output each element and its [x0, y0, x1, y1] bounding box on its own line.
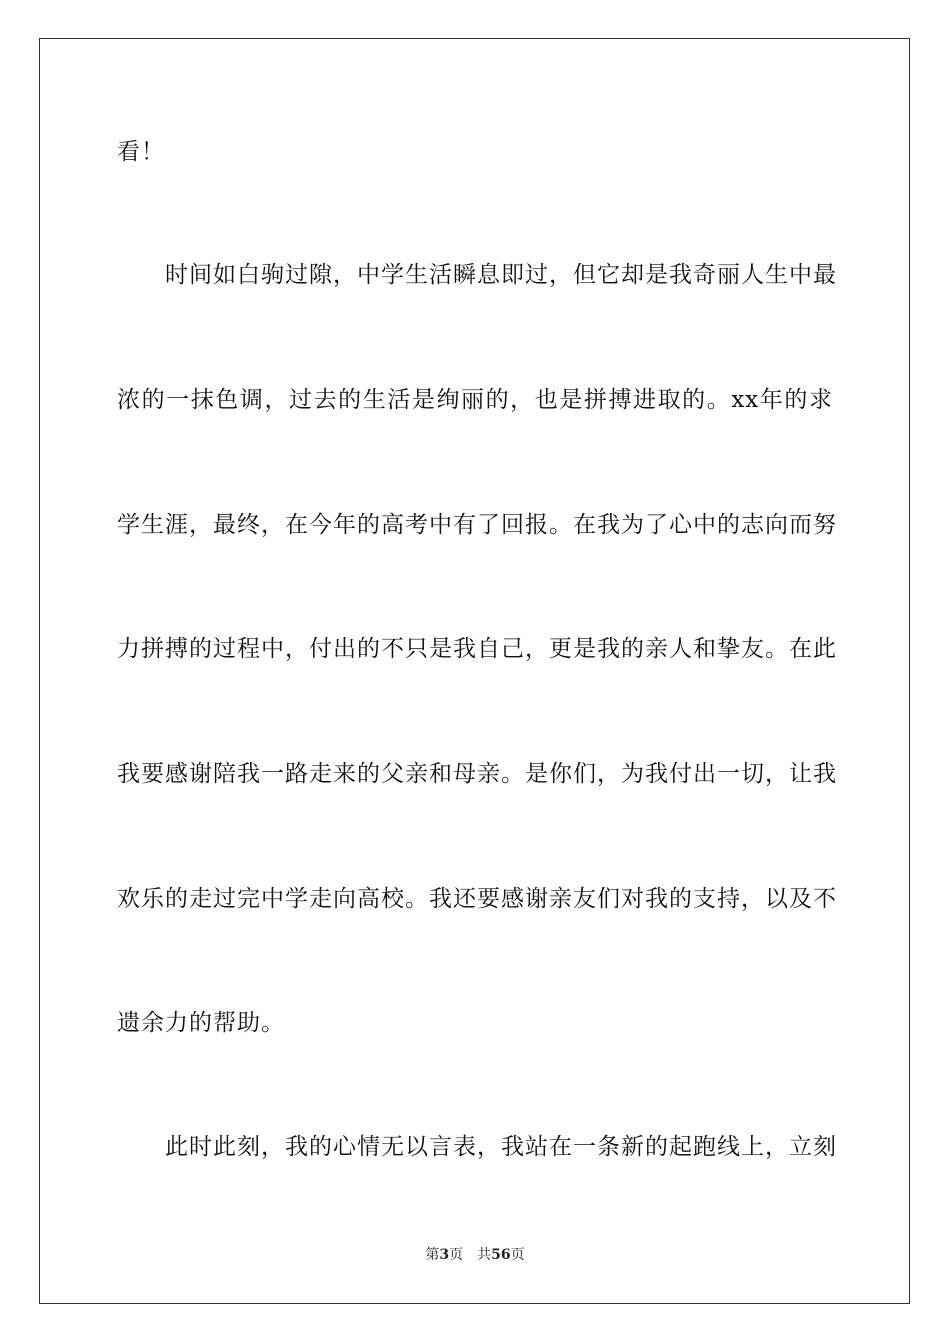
- page-border: [39, 38, 910, 1304]
- text-line: 欢乐的走过完中学走向高校。我还要感谢亲友们对我的支持，以及不: [117, 886, 837, 912]
- text-line: 遗余力的帮助。: [117, 1010, 285, 1036]
- paragraph-start-line: 此时此刻，我的心情无以言表，我站在一条新的起跑线上，立刻: [165, 1134, 837, 1160]
- total-prefix: 共: [477, 1247, 492, 1263]
- text-line: 浓的一抹色调，过去的生活是绚丽的，也是拼搏进取的。xx年的求: [117, 387, 833, 413]
- page-footer: [0, 1246, 950, 1264]
- total-suffix: 页: [510, 1247, 525, 1263]
- total-pages: 56: [491, 1247, 511, 1263]
- page-number: 3: [439, 1247, 450, 1263]
- page-prefix: 第: [425, 1247, 440, 1263]
- text-line: 我要感谢陪我一路走来的父亲和母亲。是你们，为我付出一切，让我: [117, 761, 837, 787]
- page-suffix: 页: [449, 1247, 464, 1263]
- paragraph-start-line: 时间如白驹过隙，中学生活瞬息即过，但它却是我奇丽人生中最: [165, 262, 837, 288]
- text-line: 学生涯，最终，在今年的高考中有了回报。在我为了心中的志向而努: [117, 512, 837, 538]
- text-line: 力拼搏的过程中，付出的不只是我自己，更是我的亲人和挚友。在此: [117, 636, 837, 662]
- text-line: 看！: [117, 139, 165, 165]
